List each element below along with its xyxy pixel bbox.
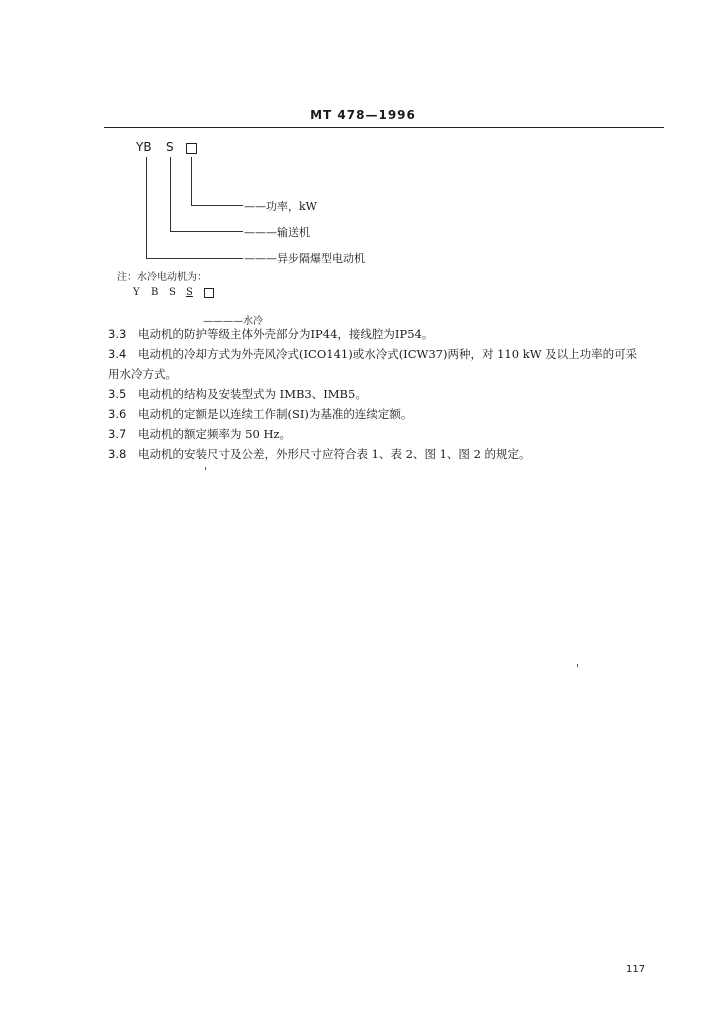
clause-number: 3.4 bbox=[108, 347, 127, 361]
code-yb: YB bbox=[136, 140, 152, 154]
scan-speck bbox=[577, 664, 578, 667]
leader-h-conveyor bbox=[170, 231, 243, 232]
clause-number: 3.3 bbox=[108, 327, 127, 341]
clause-number: 3.8 bbox=[108, 447, 127, 461]
leader-line-power bbox=[191, 157, 192, 205]
note-letter-s1: S bbox=[169, 287, 176, 298]
label-power: ——功率，kW bbox=[244, 200, 317, 213]
power-placeholder-box bbox=[186, 143, 197, 154]
page-number: 117 bbox=[626, 964, 646, 975]
leader-line-s bbox=[170, 157, 171, 231]
clause-text: 电动机的结构及安装型式为 IMB3、IMB5。 bbox=[138, 387, 367, 401]
note-letter-b: B bbox=[151, 287, 159, 298]
clause-3-6 bbox=[108, 406, 412, 422]
clause-text: 电动机的安装尺寸及公差，外形尺寸应符合表 1、表 2、图 1、图 2 的规定。 bbox=[138, 447, 531, 461]
clause-text: 电动机的额定频率为 50 Hz。 bbox=[138, 427, 292, 441]
clause-3-7 bbox=[108, 426, 291, 442]
clause-3-3 bbox=[108, 326, 433, 342]
note-intro: 注：水冷电动机为： bbox=[117, 272, 207, 283]
standard-number-header: MT 478—1996 bbox=[310, 108, 416, 122]
clause-number: 3.6 bbox=[108, 407, 127, 421]
label-water-cooling: ————水冷 bbox=[203, 316, 263, 327]
clause-3-5 bbox=[108, 386, 367, 402]
clause-3-4 bbox=[108, 346, 637, 362]
label-conveyor: ———输送机 bbox=[244, 226, 310, 239]
clause-3-8 bbox=[108, 446, 531, 462]
scan-speck bbox=[205, 467, 206, 470]
clause-text: 电动机的冷却方式为外壳风冷式(ICO141)或水冷式(ICW37)两种，对 110 kW 及以上功率的可采 bbox=[138, 347, 638, 361]
label-motor-type: ———异步隔爆型电动机 bbox=[244, 252, 365, 265]
clause-text: 电动机的防护等级主体外壳部分为IP44，接线腔为IP54。 bbox=[138, 327, 434, 341]
clause-3-4-continuation: 用水冷方式。 bbox=[108, 367, 177, 381]
leader-h-motor-type bbox=[146, 258, 243, 259]
code-s: S bbox=[166, 140, 174, 154]
clause-number: 3.5 bbox=[108, 387, 127, 401]
note-letter-y: Y bbox=[133, 287, 140, 298]
leader-line-yb bbox=[146, 157, 147, 258]
leader-h-power bbox=[191, 205, 243, 206]
clause-text: 电动机的定额是以连续工作制(SI)为基准的连续定额。 bbox=[138, 407, 413, 421]
note-letter-s2: S bbox=[186, 287, 193, 298]
clause-number: 3.7 bbox=[108, 427, 127, 441]
header-rule bbox=[104, 127, 664, 128]
note-placeholder-box bbox=[204, 288, 214, 298]
